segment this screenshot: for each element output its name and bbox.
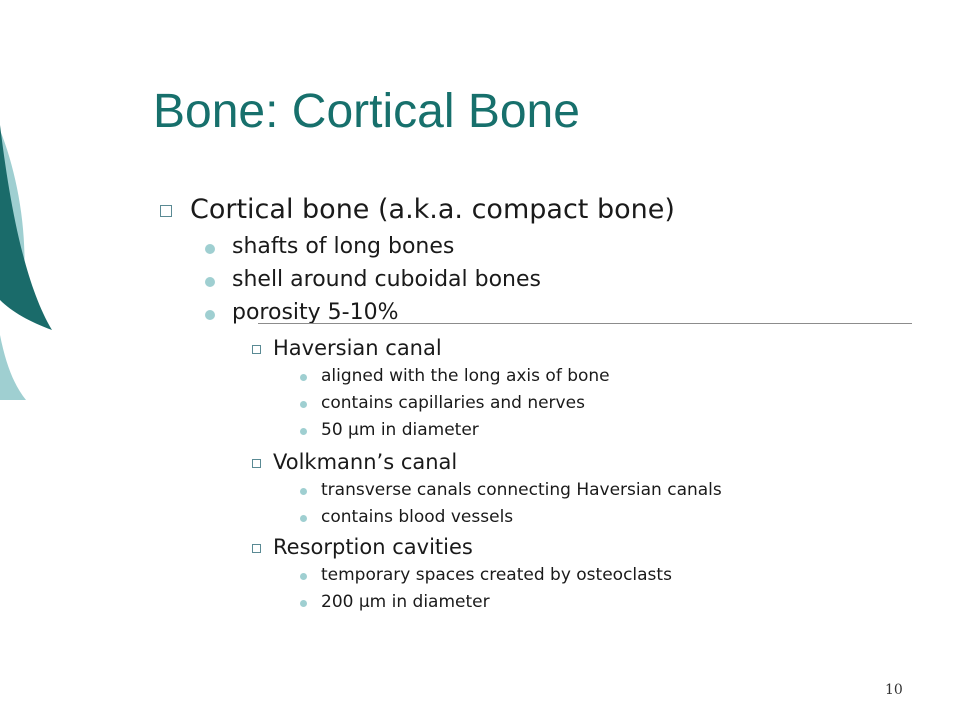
dot-bullet-icon <box>300 374 307 381</box>
detail-bullet-text: contains blood vessels <box>321 507 514 527</box>
dot-bullet-icon <box>205 277 215 287</box>
sub-bullet <box>232 234 454 259</box>
detail-bullet-text: contains capillaries and nerves <box>321 393 585 413</box>
square-bullet-icon <box>252 459 261 468</box>
detail-bullet <box>321 393 585 413</box>
section-heading-text: Volkmann’s canal <box>273 450 458 474</box>
detail-bullet <box>321 507 513 527</box>
dot-bullet-icon <box>300 488 307 495</box>
detail-bullet-text: 200 µm in diameter <box>321 592 490 612</box>
detail-bullet-text: aligned with the long axis of bone <box>321 366 610 386</box>
main-bullet-text: Cortical bone (a.k.a. compact bone) <box>190 194 675 225</box>
decorative-leaf-shapes <box>0 0 70 420</box>
horizontal-rule <box>258 323 912 324</box>
dot-bullet-icon <box>205 310 215 320</box>
square-bullet-icon <box>252 544 261 553</box>
detail-bullet <box>321 366 610 386</box>
dot-bullet-icon <box>300 515 307 522</box>
main-bullet <box>190 194 675 225</box>
dot-bullet-icon <box>300 428 307 435</box>
sub-bullet-text: shafts of long bones <box>232 234 455 259</box>
detail-bullet-text: 50 µm in diameter <box>321 420 479 440</box>
section-heading-text: Haversian canal <box>273 336 442 360</box>
detail-bullet <box>321 565 672 585</box>
detail-bullet-text: transverse canals connecting Haversian canals <box>321 480 722 500</box>
dot-bullet-icon <box>205 244 215 254</box>
detail-bullet-text: temporary spaces created by osteoclasts <box>321 565 672 585</box>
square-bullet-icon <box>252 345 261 354</box>
section-heading-resorption <box>273 535 473 559</box>
section-heading-haversian <box>273 336 442 360</box>
sub-bullet <box>232 300 399 325</box>
light-leaf-shape-lower <box>0 335 26 400</box>
dot-bullet-icon <box>300 600 307 607</box>
sub-bullet <box>232 267 541 292</box>
sub-bullet-text: shell around cuboidal bones <box>232 267 541 292</box>
square-bullet-icon <box>160 205 172 217</box>
slide-title: Bone: Cortical Bone <box>153 85 580 138</box>
detail-bullet <box>321 420 479 440</box>
dot-bullet-icon <box>300 573 307 580</box>
page-number: 10 <box>885 682 903 698</box>
section-heading-text: Resorption cavities <box>273 535 473 559</box>
dot-bullet-icon <box>300 401 307 408</box>
detail-bullet <box>321 592 490 612</box>
section-heading-volkmann <box>273 450 457 474</box>
sub-bullet-text: porosity 5-10% <box>232 300 399 325</box>
detail-bullet <box>321 480 722 500</box>
